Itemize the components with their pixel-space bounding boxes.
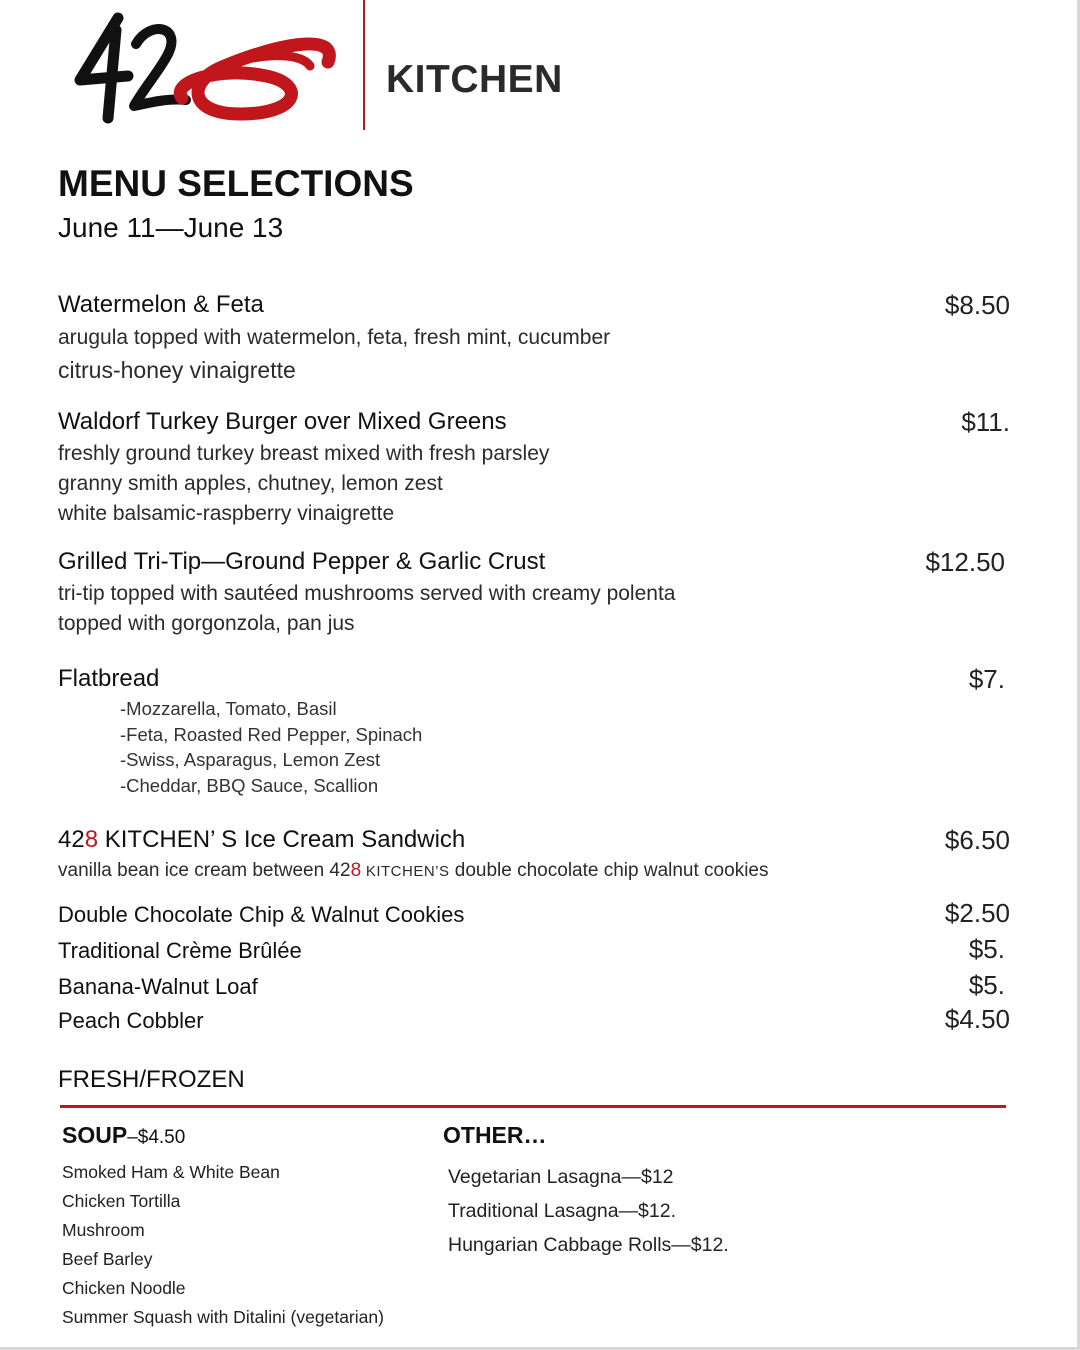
description-line: freshly ground turkey breast mixed with fresh parsley <box>58 442 550 465</box>
menu-item-description <box>58 439 549 529</box>
menu-item-price: $8.50 <box>944 290 1010 320</box>
desc-prefix: vanilla bean ice cream between 42 <box>58 860 351 881</box>
flatbread-option: -Feta, Roasted Red Pepper, Spinach <box>120 723 423 745</box>
desc-accent: 8 <box>350 860 362 881</box>
menu-item-price: $12.50 <box>925 547 1005 577</box>
list-item <box>58 934 1018 970</box>
logo-wordmark: KITCHEN <box>386 58 563 101</box>
name-prefix: 42 <box>58 826 85 853</box>
logo-428-mark <box>70 10 350 130</box>
soup-price: –$4.50 <box>127 1127 186 1148</box>
list-item: Chicken Tortilla <box>62 1191 181 1212</box>
menu-item-price: $6.50 <box>944 825 1010 855</box>
menu-item-name: Grilled Tri-Tip—Ground Pepper & Garlic Crust <box>58 548 546 575</box>
list-item <box>58 898 1018 934</box>
dessert-price: $4.50 <box>944 1004 1010 1034</box>
list-item: Smoked Ham & White Bean <box>62 1162 280 1182</box>
menu-item-price: $7. <box>968 664 1005 694</box>
flatbread-option: -Cheddar, BBQ Sauce, Scallion <box>120 775 379 797</box>
other-heading: OTHER… <box>443 1122 547 1148</box>
menu-item-price: $11. <box>961 407 1010 437</box>
dessert-list <box>58 898 1018 1040</box>
list-item <box>58 1004 1018 1040</box>
description-line: granny smith apples, chutney, lemon zest <box>58 472 443 495</box>
flatbread-options <box>120 696 422 799</box>
list-item: Vegetarian Lasagna—$12 <box>448 1166 674 1188</box>
list-item: Mushroom <box>62 1220 145 1241</box>
name-accent: 8 <box>84 826 99 853</box>
list-item: Beef Barley <box>62 1249 153 1270</box>
dessert-price: $5. <box>968 970 1005 1000</box>
description-line: topped with gorgonzola, pan jus <box>58 612 355 635</box>
dessert-price: $5. <box>968 934 1005 964</box>
list-item <box>58 970 1018 1004</box>
soup-list <box>62 1158 384 1333</box>
menu-date-range: June 11—June 13 <box>58 212 284 243</box>
section-title: FRESH/FROZEN <box>58 1066 245 1093</box>
soup-label: SOUP <box>62 1122 128 1148</box>
name-suffix: KITCHEN’ S Ice Cream Sandwich <box>98 826 466 853</box>
brand-logo <box>70 0 570 135</box>
soup-heading <box>62 1122 185 1149</box>
page-title: MENU SELECTIONS <box>58 163 414 204</box>
dessert-name: Double Chocolate Chip & Walnut Cookies <box>58 902 465 927</box>
desc-suffix: double chocolate chip walnut cookies <box>449 860 769 881</box>
menu-item-description <box>58 856 768 887</box>
menu-item-description <box>58 579 675 639</box>
other-list <box>448 1160 729 1262</box>
dessert-price: $2.50 <box>944 898 1010 928</box>
menu-item-name <box>58 826 465 854</box>
menu-item-description <box>58 323 610 385</box>
list-item: Summer Squash with Ditalini (vegetarian) <box>62 1307 384 1328</box>
desc-smallcaps: KITCHEN’S <box>361 863 450 880</box>
menu-item-name: Flatbread <box>58 665 160 692</box>
list-item: Traditional Lasagna—$12. <box>448 1200 677 1222</box>
description-line: tri-tip topped with sautéed mushrooms served with creamy polenta <box>58 582 676 605</box>
description-line: white balsamic-raspberry vinaigrette <box>58 502 395 525</box>
description-line: citrus-honey vinaigrette <box>58 357 296 383</box>
logo-divider <box>363 0 365 130</box>
list-item: Hungarian Cabbage Rolls—$12. <box>448 1234 729 1256</box>
list-item: Chicken Noodle <box>62 1278 186 1299</box>
flatbread-option: -Mozzarella, Tomato, Basil <box>120 698 337 719</box>
dessert-name: Peach Cobbler <box>58 1008 204 1033</box>
description-line: arugula topped with watermelon, feta, fresh mint, cucumber <box>58 326 611 349</box>
dessert-name: Traditional Crème Brûlée <box>58 938 302 963</box>
section-divider <box>60 1105 1006 1108</box>
menu-item-name: Watermelon & Feta <box>58 291 264 318</box>
menu-item-name: Waldorf Turkey Burger over Mixed Greens <box>58 408 507 435</box>
dessert-name: Banana-Walnut Loaf <box>58 974 258 999</box>
flatbread-option: -Swiss, Asparagus, Lemon Zest <box>120 749 381 771</box>
